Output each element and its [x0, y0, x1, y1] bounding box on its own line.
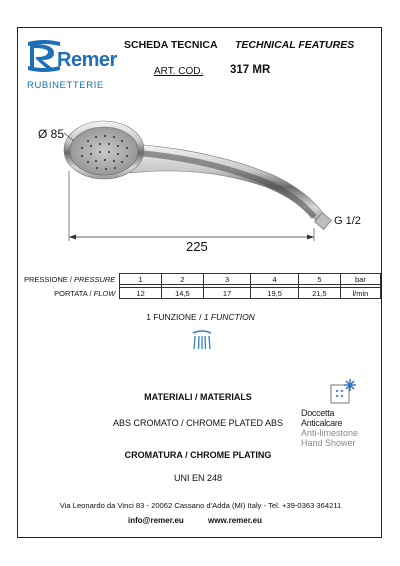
- diameter-label: Ø 85: [38, 127, 65, 141]
- shower-jet-icon: [191, 329, 213, 351]
- title-english: TECHNICAL FEATURES: [235, 39, 355, 51]
- anti-limestone-icon: [328, 377, 358, 407]
- spec-table: [22, 273, 381, 299]
- logo-subtitle: RUBINETTERIE: [27, 80, 104, 91]
- materials-value: ABS CROMATO / CHROME PLATED ABS: [112, 418, 284, 428]
- pressure-value: 2: [161, 274, 203, 285]
- website-link[interactable]: www.remer.eu: [208, 516, 262, 525]
- thread-label: G 1/2: [334, 215, 361, 227]
- pressure-unit: bar: [340, 274, 380, 285]
- flow-label: PORTATA / FLOW: [54, 288, 116, 298]
- pressure-value: 3: [203, 274, 250, 285]
- flow-value: 21,5: [298, 288, 340, 299]
- materials-title: MATERIALI / MATERIALS: [144, 392, 252, 402]
- head-face: [70, 127, 138, 175]
- logo-brand: Remer: [57, 49, 117, 71]
- pressure-value: 1: [120, 274, 162, 285]
- flow-value: 17: [203, 288, 250, 299]
- function-text: 1 FUNZIONE / 1 FUNCTION: [146, 312, 255, 322]
- article-code: 317 MR: [230, 64, 271, 76]
- title-italian: SCHEDA TECNICA: [124, 39, 218, 51]
- pressure-label: PRESSIONE / PRESSURE: [24, 274, 116, 284]
- flow-value: 14,5: [161, 288, 203, 299]
- shower-drawing: [18, 113, 383, 253]
- plating-title: CROMATURA / CHROME PLATING: [124, 450, 272, 460]
- article-code-label: ART. COD.: [154, 66, 204, 77]
- company-address: Via Leonardo da Vinci 83 - 20062 Cassano d'Adda (MI) Italy - Tel. +39-0363 364211: [59, 501, 342, 510]
- pressure-row: [22, 274, 381, 285]
- pressure-value: 4: [251, 274, 299, 285]
- flow-unit: l/min: [340, 288, 380, 299]
- email-link[interactable]: info@remer.eu: [128, 516, 184, 525]
- tech-sheet: [17, 27, 382, 538]
- flow-row: [22, 288, 381, 299]
- flow-value: 12: [120, 288, 162, 299]
- length-label: 225: [186, 239, 208, 254]
- pressure-value: 5: [298, 274, 340, 285]
- plating-standard: UNI EN 248: [173, 473, 223, 483]
- remer-logo: [24, 36, 119, 92]
- anti-limestone-badge: Doccetta Anticalcare Anti-limestone Hand Shower: [301, 408, 359, 448]
- flow-value: 19,5: [251, 288, 299, 299]
